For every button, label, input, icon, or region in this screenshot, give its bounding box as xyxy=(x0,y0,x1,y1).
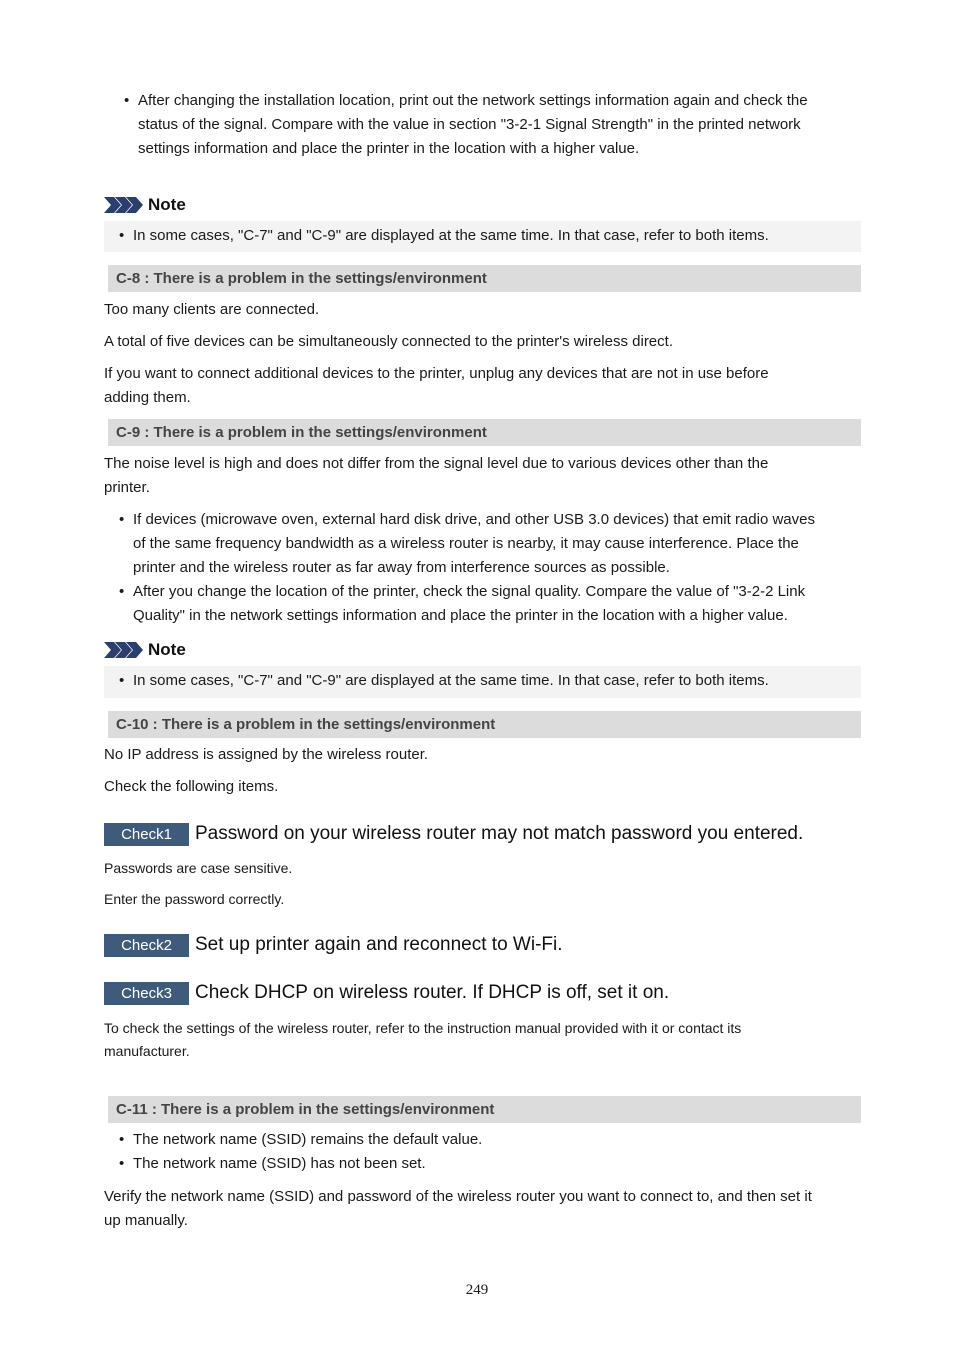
section-heading-c10: C-10 : There is a problem in the settings/environment xyxy=(108,711,861,738)
note-label: Note xyxy=(148,195,186,214)
paragraph-line: Verify the network name (SSID) and password of the wireless router you want to connect to, and then set it xyxy=(104,1188,812,1205)
paragraph xyxy=(104,1017,741,1063)
top-bullet-line: status of the signal. Compare with the value in section "3-2-1 Signal Strength" in the printed network xyxy=(138,116,801,133)
paragraph: Enter the password correctly. xyxy=(104,891,285,907)
bullet-marker: • xyxy=(119,672,125,689)
section-heading-c11: C-11 : There is a problem in the settings/environment xyxy=(108,1096,861,1123)
section-heading-c9: C-9 : There is a problem in the settings/environment xyxy=(108,419,861,446)
paragraph xyxy=(104,1185,812,1233)
list-item-line: printer and the wireless router as far away from interference sources as possible. xyxy=(133,559,670,576)
paragraph xyxy=(104,362,769,410)
list-item-line: of the same frequency bandwidth as a wireless router is nearby, it may cause interference. Place the xyxy=(133,535,799,552)
paragraph xyxy=(104,452,768,500)
check2-badge: Check2 xyxy=(104,934,189,957)
bullet-marker: • xyxy=(119,1155,125,1172)
check3-badge: Check3 xyxy=(104,982,189,1005)
check3-title: Check DHCP on wireless router. If DHCP is off, set it on. xyxy=(195,982,670,1003)
paragraph-line: printer. xyxy=(104,479,150,496)
paragraph-line: adding them. xyxy=(104,389,191,406)
paragraph: Passwords are case sensitive. xyxy=(104,860,293,876)
paragraph-line: up manually. xyxy=(104,1212,188,1229)
bullet-marker: • xyxy=(119,227,125,244)
note-box xyxy=(104,666,861,698)
paragraph-line: The noise level is high and does not differ from the signal level due to various devices other than the xyxy=(104,455,769,472)
bullet-marker: • xyxy=(119,511,125,528)
note-text: In some cases, "C-7" and "C-9" are displayed at the same time. In that case, refer to both items. xyxy=(133,672,769,689)
note-chevron-icon xyxy=(104,642,144,658)
list-item-line: If devices (microwave oven, external hard disk drive, and other USB 3.0 devices) that emit radio waves xyxy=(133,511,815,528)
list-item-line: Quality" in the network settings information and place the printer in the location with a higher value. xyxy=(133,607,788,624)
paragraph-line: To check the settings of the wireless router, refer to the instruction manual provided with it or contact its xyxy=(104,1020,742,1036)
bullet-marker: • xyxy=(119,583,125,600)
paragraph-line: manufacturer. xyxy=(104,1043,190,1059)
page-number: 249 xyxy=(465,1282,489,1298)
section-heading-c8: C-8 : There is a problem in the settings/environment xyxy=(108,265,861,292)
check1-title: Password on your wireless router may not match password you entered. xyxy=(195,823,804,844)
paragraph: Too many clients are connected. xyxy=(104,301,320,318)
check1-badge: Check1 xyxy=(104,823,189,846)
list-item-line: After you change the location of the printer, check the signal quality. Compare the value of "3-2-2 Link xyxy=(133,583,806,600)
paragraph: A total of five devices can be simultaneously connected to the printer's wireless direct. xyxy=(104,333,673,350)
note-box xyxy=(104,221,861,252)
list-item-text: The network name (SSID) remains the default value. xyxy=(133,1131,483,1148)
paragraph: Check the following items. xyxy=(104,778,279,795)
bullet-marker: • xyxy=(124,92,130,109)
check2-title: Set up printer again and reconnect to Wi-Fi. xyxy=(195,934,563,955)
top-bullet-line: settings information and place the printer in the location with a higher value. xyxy=(138,140,640,157)
note-heading xyxy=(104,194,186,216)
list-item-text: The network name (SSID) has not been set. xyxy=(133,1155,426,1172)
note-heading xyxy=(104,639,186,661)
note-label: Note xyxy=(148,640,186,659)
top-bullet-line: After changing the installation location, print out the network settings information again and check the xyxy=(138,92,808,109)
paragraph-line: If you want to connect additional devices to the printer, unplug any devices that are not in use before xyxy=(104,365,769,382)
note-text: In some cases, "C-7" and "C-9" are displayed at the same time. In that case, refer to both items. xyxy=(133,227,769,244)
paragraph: No IP address is assigned by the wireless router. xyxy=(104,746,429,763)
bullet-marker: • xyxy=(119,1131,125,1148)
note-chevron-icon xyxy=(104,197,144,213)
